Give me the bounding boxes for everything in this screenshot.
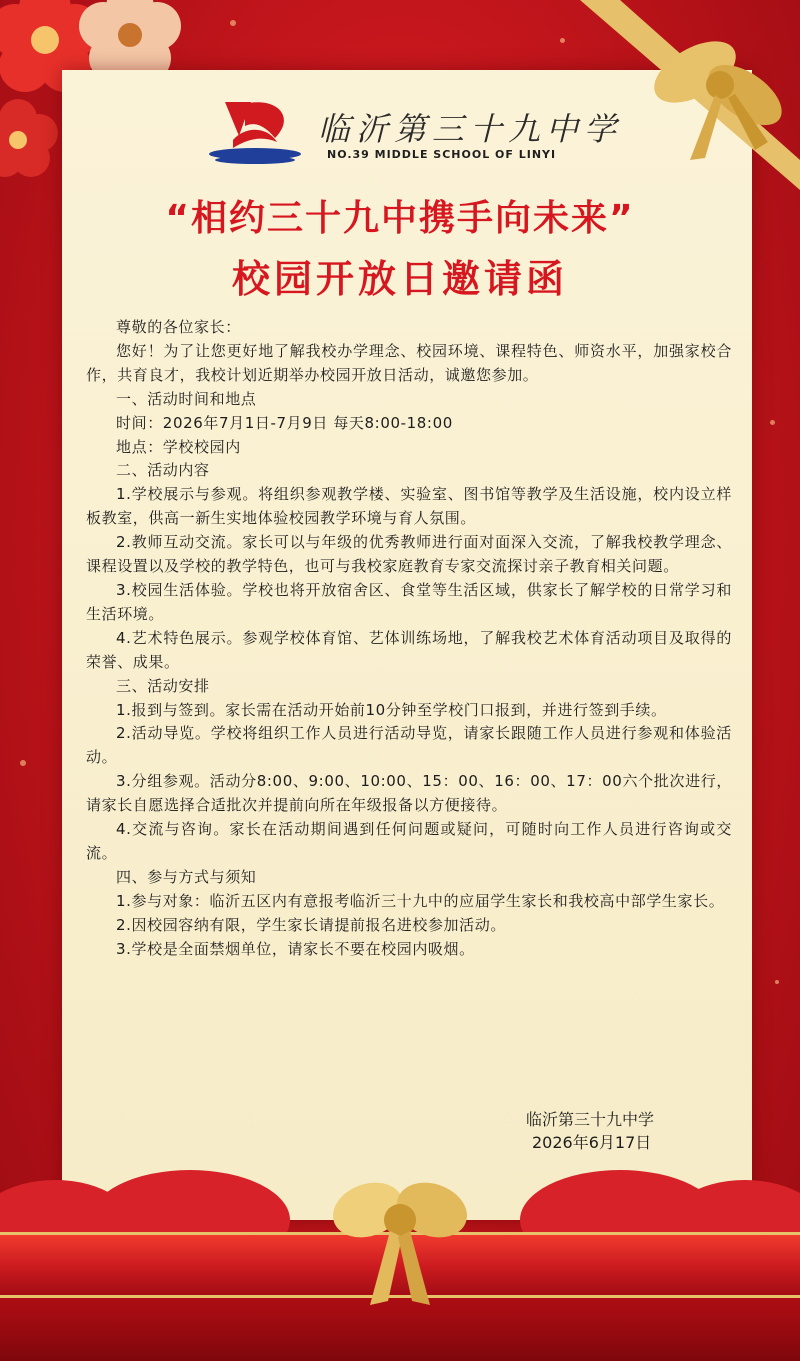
school-name-en: NO.39 MIDDLE SCHOOL OF LINYI — [327, 148, 557, 161]
sparkle — [775, 980, 779, 984]
paragraph: 2.活动导览。学校将组织工作人员进行活动导览，请家长跟随工作人员进行参观和体验活动。 — [86, 724, 732, 767]
paragraph: 1.学校展示与参观。将组织参观教学楼、实验室、图书馆等教学及生活设施，校内设立样板教室，供高一新生实地体验校园教学环境与育人氛围。 — [86, 485, 732, 528]
bow-icon — [580, 0, 800, 200]
sparkle — [560, 38, 565, 43]
paragraph: 1.报到与签到。家长需在活动开始前10分钟至学校门口报到，并进行签到手续。 — [116, 700, 667, 719]
paragraph: 地点：学校校园内 — [116, 437, 241, 456]
sparkle — [230, 20, 236, 26]
signature: 临沂第三十九中学 — [526, 1110, 655, 1129]
paragraph: 4.艺术特色展示。参观学校体育馆、艺体训练场地，了解我校艺术体育活动项目及取得的荣誉、成果。 — [86, 628, 732, 671]
paragraph: 3.校园生活体验。学校也将开放宿舍区、食堂等生活区域，供家长了解学校的日常学习和生活环境。 — [86, 580, 732, 623]
paragraph: 时间：2026年7月1日-7月9日 每天8:00-18:00 — [116, 413, 453, 432]
page-title: 校园开放日邀请函 — [231, 257, 568, 301]
signature-block — [526, 1108, 654, 1154]
sparkle — [770, 420, 775, 425]
school-logo-icon — [205, 96, 305, 166]
paragraph: 2.教师互动交流。家长可以与年级的优秀教师进行面对面深入交流，了解我校教学理念、课程设置以及学校的教学特色，也可与我校家庭教育专家交流探讨亲子教育相关问题。 — [86, 533, 732, 576]
paragraph: 3.分组参观。活动分8:00、9:00、10:00、15：00、16：00、17：00六个批次进行，请家长自愿选择合适批次并提前向所在年级报备以方便接待。 — [86, 772, 732, 815]
sparkle — [20, 760, 26, 766]
paragraph: 1.参与对象：临沂五区内有意报考临沂三十九中的应届学生家长和我校高中部学生家长。 — [116, 891, 725, 910]
paragraph: 3.学校是全面禁烟单位，请家长不要在校园内吸烟。 — [116, 939, 475, 958]
paragraph: 2.因校园容纳有限，学生家长请提前报名进校参加活动。 — [116, 915, 506, 934]
section-heading: 三、活动安排 — [116, 676, 210, 695]
school-name-cn: 临沂第三十九中学 — [318, 110, 623, 148]
paragraph: 4.交流与咨询。家长在活动期间遇到任何问题或疑问，可随时向工作人员进行咨询或交流。 — [86, 820, 732, 862]
section-heading: 二、活动内容 — [116, 461, 210, 480]
paragraph: 您好！为了让您更好地了解我校办学理念、校园环境、课程特色、师资水平，加强家校合作，共育良才，我校计划近期举办校园开放日活动，诚邀您参加。 — [86, 341, 732, 384]
letter-body — [86, 316, 732, 961]
section-heading: 一、活动时间和地点 — [116, 389, 257, 408]
signature-date: 2026年6月17日 — [532, 1133, 652, 1152]
page-title-slogan: “相约三十九中携手向未来” — [165, 198, 635, 239]
salutation: 尊敬的各位家长： — [116, 318, 241, 336]
section-heading: 四、参与方式与须知 — [116, 867, 257, 886]
bow-icon — [330, 1165, 470, 1315]
